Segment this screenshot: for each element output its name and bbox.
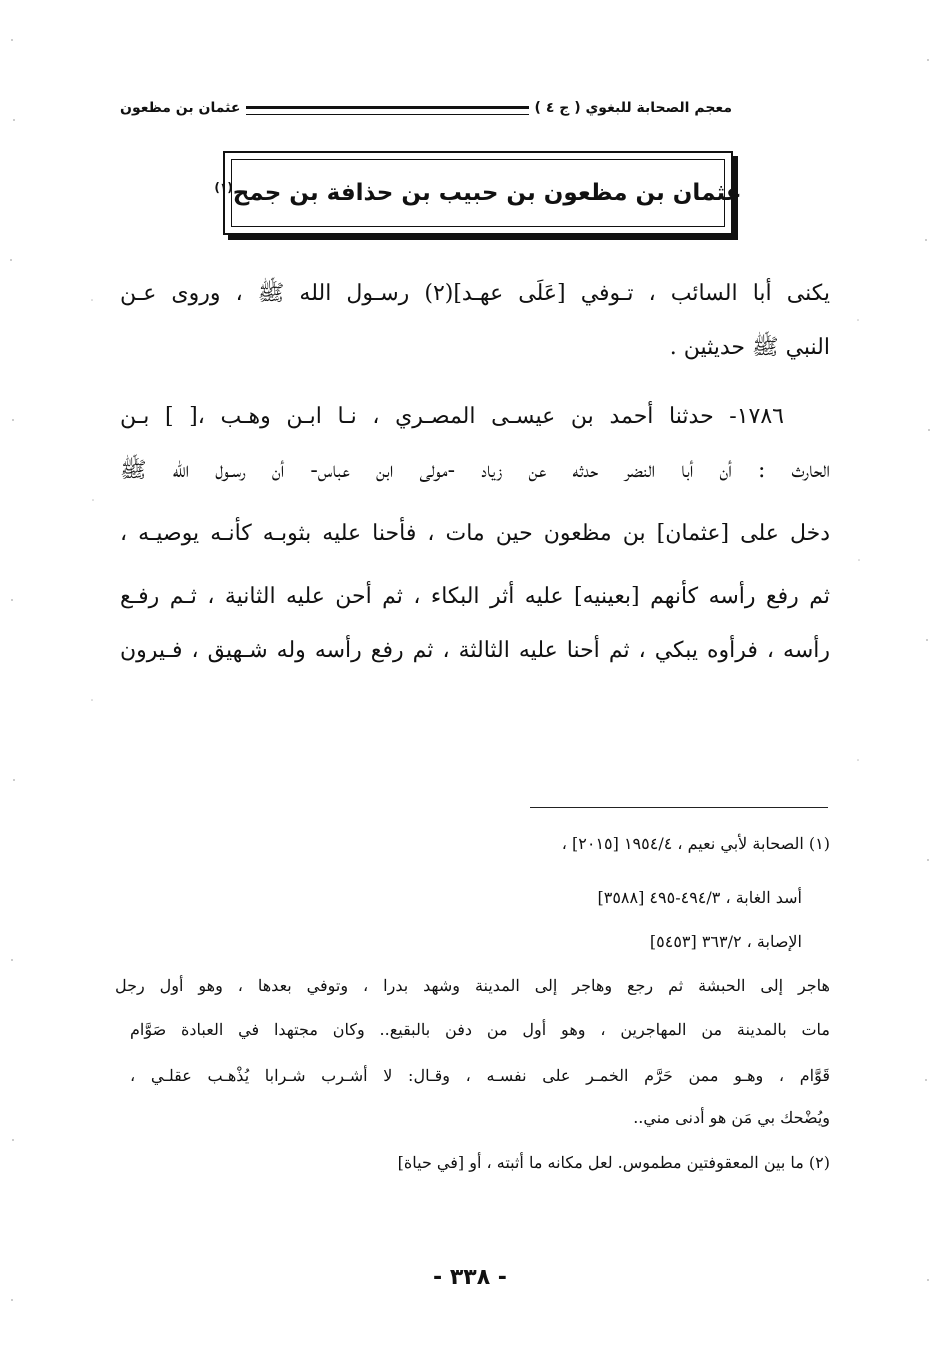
body-line-4: الحارث : أن أبا النضر حدثه عن زياد -مولى ابن عباس- أن رسـول الله ﷺ <box>120 458 830 483</box>
footnote-2-text-1: ما بين المعقوفتين مطموس. لعل مكانه ما أثبته ، أو [في حياة] <box>397 1153 804 1172</box>
footnote-1-line-4: هاجر إلى الحبشة ثم رجع وهاجر إلى المدينة وشهد بدرا ، وتوفي بعدها ، وهو أول رجل <box>115 976 830 995</box>
footnote-separator <box>530 807 828 808</box>
footnote-1-text-1: الصحابة لأبي نعيم ، ١٩٥٤/٤ [٢٠١٥] ، <box>561 834 804 853</box>
footnote-2-line-1 <box>115 1151 830 1175</box>
body-line-1: يكنى أبا السائب ، تـوفي [عَلَى عهـد](٢) رسـول الله ﷺ ، وروى عـن <box>120 281 830 306</box>
entry-title <box>214 180 741 206</box>
body-line-3: ١٧٨٦- حدثنا أحمد بن عيسـى المصـري ، نـا ابـن وهـب ،[ ] بـن <box>120 404 784 429</box>
entry-title-box <box>214 151 742 235</box>
footnote-1-line-6: قَوَّام ، وهـو ممن حَرَّم الخمـر على نفسـه ، وقـال: لا أشـرب شـرابا يُذْهـب عقلـي ، <box>130 1066 830 1085</box>
footnote-1-line-5: مات بالمدينة من المهاجرين ، وهو أول من دفن بالبقيع.. وكان مجتهدا في العبادة صَوَّام <box>130 1020 830 1039</box>
page-number: - ٣٣٨ - <box>433 1265 507 1290</box>
body-line-6: ثم رفع رأسه كأنهم [بعينيه] عليه أثر البكاء ، ثم أحن عليه الثانية ، ثـم رفـع <box>120 584 830 609</box>
footnote-2-marker: (٢) <box>808 1153 830 1172</box>
body-line-2: النبي ﷺ حديثين . <box>669 335 830 360</box>
entry-title-text: عثمان بن مظعون بن حبيب بن حذافة بن جمح <box>232 180 742 206</box>
footnote-1-line-1 <box>115 832 830 856</box>
footnote-1-line-2: أسد الغابة ، ٤٩٤/٣-٤٩٥ [٣٥٨٨] <box>597 888 802 907</box>
body-line-5: دخل على [عثمان] بن مظعون حين مات ، فأحنا عليه بثوبـه كأنـه يوصيـه ، <box>120 521 830 546</box>
header-rule <box>246 106 528 115</box>
footnote-1-marker: (١) <box>808 834 830 853</box>
section-title: عثمان بن مظعون <box>120 100 241 116</box>
footnote-1-line-7: ويُضْحك بي مَن هو أدنى مني.. <box>633 1108 830 1127</box>
entry-title-frame <box>214 159 742 227</box>
footnote-ref-1: (١) <box>214 180 233 195</box>
body-line-7: رأسه ، فرأوه يبكي ، ثم أحنا عليه الثالثة ، ثم رفع رأسه وله شـهيق ، فـيرون <box>120 638 830 663</box>
footnote-1-line-3: الإصابة ، ٣٦٣/٢ [٥٤٥٣] <box>649 932 802 951</box>
running-header <box>120 96 732 120</box>
book-title: معجم الصحابة للبغوي ( ج ٤ ) <box>534 100 732 116</box>
